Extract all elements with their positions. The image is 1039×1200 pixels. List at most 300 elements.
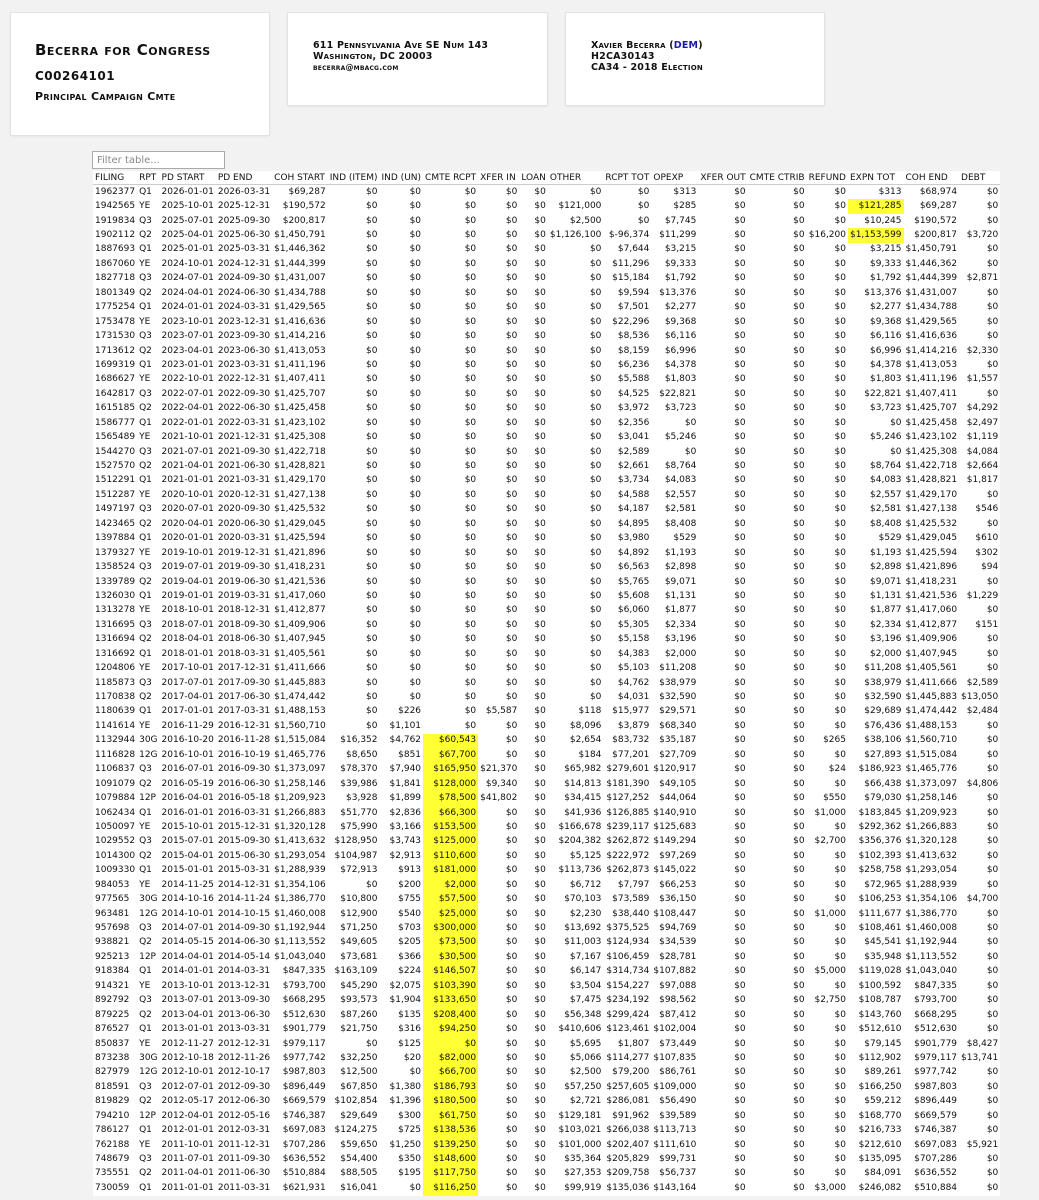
- table-cell: $0: [734, 764, 746, 775]
- table-cell: 1699319: [95, 359, 136, 370]
- column-header[interactable]: CMTE RCPT: [425, 172, 477, 183]
- table-cell: $0: [793, 706, 805, 717]
- table-cell: $2,330: [966, 345, 999, 356]
- table-cell: $0: [505, 749, 518, 760]
- table-cell: $0: [986, 258, 999, 269]
- table-cell: $1,428,821: [905, 475, 958, 486]
- table-cell: 827979: [95, 1067, 130, 1078]
- table-cell: $697,083: [282, 1125, 326, 1136]
- table-cell: $1,113,552: [274, 937, 326, 948]
- table-cell: 2016-10-01: [161, 749, 214, 760]
- table-cell: $8,408: [664, 518, 697, 529]
- table-cell: $94: [981, 562, 999, 573]
- column-header[interactable]: PD START: [160, 171, 216, 185]
- table-cell: $2,664: [966, 461, 999, 472]
- table-cell: $0: [834, 648, 846, 659]
- table-cell: $4,083: [870, 475, 902, 486]
- table-cell: $1,877: [870, 605, 902, 616]
- table-cell: $168,770: [858, 1110, 902, 1121]
- table-cell: $87,260: [340, 1009, 378, 1020]
- column-header[interactable]: DEBT: [959, 171, 1000, 185]
- table-cell: $6,116: [664, 331, 697, 342]
- table-cell: $9,071: [870, 576, 902, 587]
- table-cell: $0: [834, 489, 846, 500]
- filter-table-input[interactable]: [92, 151, 225, 169]
- table-cell: 2014-07-01: [161, 923, 214, 934]
- table-cell: $111,677: [858, 908, 902, 919]
- table-cell: $0: [464, 706, 477, 717]
- table-cell: $0: [793, 287, 805, 298]
- table-cell: $0: [534, 489, 546, 500]
- table-cell: 2017-01-01: [161, 706, 214, 717]
- table-cell: 1512291: [95, 475, 136, 486]
- table-cell: $27,353: [564, 1168, 602, 1179]
- table-cell: $0: [464, 258, 477, 269]
- table-cell: Q3: [139, 388, 152, 399]
- column-header[interactable]: EXPN TOT: [848, 171, 904, 185]
- candidate-id: H2CA30143: [591, 51, 655, 62]
- table-cell: $0: [834, 634, 846, 645]
- table-cell: $11,208: [864, 663, 902, 674]
- table-cell: $1,409,906: [274, 619, 326, 630]
- table-cell: 2011-10-01: [161, 1139, 214, 1150]
- table-cell: $0: [505, 201, 518, 212]
- table-cell: $0: [464, 403, 477, 414]
- table-cell: $0: [409, 186, 422, 197]
- table-cell: 2023-12-31: [217, 316, 271, 327]
- table-cell: $0: [734, 648, 746, 659]
- table-cell: $125: [398, 1038, 422, 1049]
- table-cell: $2,661: [617, 461, 650, 472]
- table-cell: $3,196: [664, 634, 697, 645]
- table-row: [93, 257, 1000, 271]
- table-cell: $979,117: [914, 1052, 958, 1063]
- table-cell: $2,497: [966, 417, 999, 428]
- table-cell: $0: [464, 576, 477, 587]
- table-cell: 2016-11-28: [217, 735, 271, 746]
- table-cell: 2024-12-31: [217, 258, 271, 269]
- column-header[interactable]: LOAN: [521, 172, 546, 183]
- table-cell: $0: [505, 677, 518, 688]
- table-row: [93, 878, 1000, 892]
- table-row: [93, 979, 1000, 993]
- table-cell: $0: [793, 1038, 805, 1049]
- table-cell: $0: [734, 995, 746, 1006]
- table-cell: $32,590: [659, 692, 697, 703]
- table-cell: $0: [534, 562, 546, 573]
- table-cell: $1,877: [664, 605, 697, 616]
- table-cell: $1,411,666: [274, 663, 326, 674]
- table-cell: 762188: [95, 1139, 130, 1150]
- table-cell: $1,101: [389, 720, 422, 731]
- table-cell: $0: [534, 1110, 546, 1121]
- table-cell: 1565489: [95, 432, 136, 443]
- table-cell: $0: [834, 1139, 846, 1150]
- table-cell: $2,500: [569, 1067, 602, 1078]
- table-cell: 2022-07-01: [161, 388, 214, 399]
- table-cell: $0: [834, 590, 846, 601]
- table-cell: $2,000: [870, 648, 902, 659]
- table-cell: $8,764: [870, 461, 902, 472]
- table-cell: $0: [409, 475, 422, 486]
- table-cell: 2023-07-01: [161, 331, 214, 342]
- table-cell: 1527570: [95, 461, 136, 472]
- table-cell: 2025-01-01: [161, 244, 214, 255]
- table-cell: $2,230: [569, 908, 602, 919]
- table-cell: 2012-11-27: [161, 1038, 214, 1049]
- table-cell: 2023-04-01: [161, 345, 214, 356]
- column-header[interactable]: PD END: [216, 171, 272, 185]
- table-row: [93, 690, 1000, 704]
- table-cell: $0: [734, 634, 746, 645]
- table-cell: $0: [505, 648, 518, 659]
- table-cell: $0: [505, 923, 518, 934]
- table-row: [93, 1109, 1000, 1123]
- table-cell: $15,184: [612, 273, 650, 284]
- table-cell: $0: [505, 576, 518, 587]
- table-cell: $0: [986, 331, 999, 342]
- column-header[interactable]: RPT: [137, 171, 159, 185]
- table-cell: $0: [834, 865, 846, 876]
- table-cell: 2026-01-01: [161, 186, 214, 197]
- table-cell: $512,630: [282, 1009, 326, 1020]
- table-cell: $0: [505, 836, 518, 847]
- table-cell: $0: [734, 807, 746, 818]
- table-cell: $0: [834, 258, 846, 269]
- table-cell: $83,732: [612, 735, 650, 746]
- table-row: [93, 517, 1000, 531]
- table-cell: 2018-10-01: [161, 605, 214, 616]
- table-cell: $0: [793, 417, 805, 428]
- table-cell: $38,979: [659, 677, 697, 688]
- table-cell: $266,038: [606, 1125, 650, 1136]
- table-cell: 2025-03-31: [217, 244, 271, 255]
- table-cell: $0: [793, 461, 805, 472]
- table-cell: $103,390: [423, 979, 478, 993]
- table-cell: $0: [409, 1182, 422, 1193]
- table-cell: $1,792: [870, 273, 902, 284]
- table-cell: $41,802: [480, 793, 518, 804]
- table-cell: $1,126,100: [549, 230, 602, 241]
- table-cell: 1801349: [95, 287, 136, 298]
- table-cell: $151: [975, 619, 999, 630]
- table-row: [93, 430, 1000, 444]
- table-cell: $847,335: [914, 980, 958, 991]
- table-cell: $8,650: [346, 749, 378, 760]
- table-cell: $68,974: [919, 186, 958, 197]
- table-cell: $1,422,718: [905, 461, 958, 472]
- table-cell: 1358524: [95, 562, 136, 573]
- column-header[interactable]: OTHER: [548, 171, 604, 185]
- table-cell: $0: [534, 374, 546, 385]
- table-cell: $0: [505, 1038, 518, 1049]
- table-cell: $793,700: [282, 980, 326, 991]
- table-cell: $0: [366, 706, 378, 717]
- table-cell: $0: [505, 1154, 518, 1165]
- table-cell: $1,488,153: [274, 706, 326, 717]
- table-cell: $0: [834, 778, 846, 789]
- table-cell: 2020-04-01: [161, 518, 214, 529]
- table-cell: $3,972: [617, 403, 650, 414]
- table-cell: Q3: [139, 836, 152, 847]
- column-header[interactable]: REFUND: [808, 172, 846, 183]
- column-header[interactable]: COH START: [272, 171, 328, 185]
- table-cell: Q2: [139, 287, 152, 298]
- table-cell: $0: [505, 230, 518, 241]
- table-cell: $0: [534, 605, 546, 616]
- table-cell: $529: [878, 533, 902, 544]
- table-cell: $1,425,532: [905, 518, 958, 529]
- table-cell: Q3: [139, 995, 152, 1006]
- table-cell: $1,416,636: [274, 316, 326, 327]
- table-cell: $0: [534, 850, 546, 861]
- table-cell: $3,196: [870, 634, 902, 645]
- table-cell: $0: [409, 374, 422, 385]
- table-row: [93, 1008, 1000, 1022]
- table-cell: 2023-01-01: [161, 359, 214, 370]
- table-cell: $0: [464, 331, 477, 342]
- table-cell: $0: [505, 821, 518, 832]
- table-cell: $1,423,102: [274, 417, 326, 428]
- table-cell: $1,409,906: [905, 634, 958, 645]
- table-cell: $16,352: [340, 735, 378, 746]
- table-cell: $2,356: [617, 417, 650, 428]
- table-row: [93, 532, 1000, 546]
- column-header[interactable]: RCPT TOT: [605, 172, 650, 183]
- table-cell: $120,917: [653, 764, 697, 775]
- table-cell: $0: [986, 720, 999, 731]
- party-paren-open: (: [665, 40, 674, 51]
- table-cell: 1919834: [95, 215, 136, 226]
- column-header[interactable]: XFER OUT: [700, 172, 746, 183]
- table-cell: $1,421,536: [905, 590, 958, 601]
- table-row: [93, 589, 1000, 603]
- table-cell: $124,934: [606, 937, 650, 948]
- table-cell: $0: [505, 461, 518, 472]
- table-cell: $0: [366, 648, 378, 659]
- table-row: [93, 647, 1000, 661]
- table-cell: 2015-06-30: [217, 850, 271, 861]
- candidate-card: [565, 12, 825, 106]
- table-cell: $0: [734, 1182, 746, 1193]
- table-cell: $0: [464, 634, 477, 645]
- table-cell: $1,131: [664, 590, 697, 601]
- table-cell: $636,552: [914, 1168, 958, 1179]
- table-cell: $0: [505, 388, 518, 399]
- table-cell: $8,536: [617, 331, 650, 342]
- table-row: [93, 965, 1000, 979]
- table-cell: $34,415: [564, 793, 602, 804]
- table-cell: 2020-12-31: [217, 489, 271, 500]
- table-cell: $0: [986, 821, 999, 832]
- table-cell: $216,733: [858, 1125, 902, 1136]
- table-cell: 1050097: [95, 821, 136, 832]
- table-cell: $0: [793, 735, 805, 746]
- column-header[interactable]: OPEXP: [651, 171, 698, 185]
- table-cell: 2012-05-17: [161, 1096, 214, 1107]
- table-cell: $1,515,084: [274, 735, 326, 746]
- table-cell: $0: [834, 1038, 846, 1049]
- table-cell: 2024-09-30: [217, 273, 271, 284]
- table-cell: $2,075: [389, 980, 422, 991]
- table-cell: $0: [464, 720, 477, 731]
- table-cell: 2011-03-31: [217, 1182, 271, 1193]
- table-cell: 12G: [139, 749, 158, 760]
- table-cell: $0: [534, 359, 546, 370]
- table-cell: $0: [505, 865, 518, 876]
- table-cell: 2013-12-31: [217, 980, 271, 991]
- table-cell: $0: [734, 908, 746, 919]
- table-cell: Q1: [139, 1125, 152, 1136]
- table-cell: $4,083: [664, 475, 697, 486]
- table-cell: $0: [793, 1067, 805, 1078]
- table-cell: $0: [793, 504, 805, 515]
- table-row: [93, 445, 1000, 459]
- table-cell: $1,427,138: [274, 489, 326, 500]
- table-cell: $0: [366, 562, 378, 573]
- table-cell: $0: [986, 1067, 999, 1078]
- column-header[interactable]: IND (ITEM): [329, 172, 378, 183]
- table-cell: $91,962: [612, 1110, 650, 1121]
- table-cell: 2021-09-30: [217, 446, 271, 457]
- table-cell: $0: [505, 504, 518, 515]
- table-cell: 957698: [95, 923, 130, 934]
- table-cell: 2017-09-30: [217, 677, 271, 688]
- table-cell: $0: [409, 215, 422, 226]
- table-cell: $0: [637, 186, 650, 197]
- table-cell: $35,948: [864, 951, 902, 962]
- column-header[interactable]: COH END: [904, 171, 960, 185]
- table-cell: $106,253: [858, 894, 902, 905]
- table-cell: 2024-06-30: [217, 287, 271, 298]
- table-cell: $0: [589, 244, 602, 255]
- table-cell: $0: [589, 331, 602, 342]
- table-cell: $0: [734, 1067, 746, 1078]
- table-cell: $356,376: [858, 836, 902, 847]
- table-cell: 1397884: [95, 533, 136, 544]
- table-cell: 2016-07-01: [161, 764, 214, 775]
- column-header[interactable]: FILING: [93, 171, 137, 185]
- table-cell: $0: [464, 562, 477, 573]
- table-cell: $0: [534, 951, 546, 962]
- column-header[interactable]: IND (UN): [381, 172, 422, 183]
- table-cell: $4,292: [966, 403, 999, 414]
- table-cell: $0: [534, 547, 546, 558]
- table-cell: 1029552: [95, 836, 136, 847]
- table-cell: $610: [975, 533, 999, 544]
- table-cell: $44,064: [659, 793, 697, 804]
- table-cell: $29,649: [340, 1110, 378, 1121]
- table-cell: 2012-10-18: [161, 1052, 214, 1063]
- table-cell: $222,972: [606, 850, 650, 861]
- table-cell: $0: [986, 966, 999, 977]
- table-cell: $0: [534, 316, 546, 327]
- table-cell: $0: [366, 230, 378, 241]
- table-cell: 2012-10-01: [161, 1067, 214, 1078]
- table-cell: $1,421,896: [274, 547, 326, 558]
- table-cell: $0: [534, 692, 546, 703]
- table-cell: Q3: [139, 331, 152, 342]
- table-cell: $316: [398, 1024, 422, 1035]
- table-cell: $0: [534, 720, 546, 731]
- candidate-party: DEM: [673, 40, 699, 51]
- table-cell: $104,987: [334, 850, 378, 861]
- table-cell: Q3: [139, 1154, 152, 1165]
- table-cell: $0: [834, 547, 846, 558]
- table-cell: $8,096: [569, 720, 602, 731]
- table-cell: $34,539: [659, 937, 697, 948]
- table-cell: $0: [734, 749, 746, 760]
- table-cell: $0: [464, 475, 477, 486]
- table-cell: $0: [834, 417, 846, 428]
- table-cell: $0: [834, 576, 846, 587]
- table-cell: $6,712: [569, 879, 602, 890]
- table-cell: $2,557: [664, 489, 697, 500]
- table-cell: 2019-09-30: [217, 562, 271, 573]
- table-cell: $1,407,411: [274, 374, 326, 385]
- table-cell: 2016-03-31: [217, 807, 271, 818]
- table-cell: Q3: [139, 562, 152, 573]
- table-row: [93, 907, 1000, 921]
- table-cell: $5,103: [617, 663, 650, 674]
- table-cell: $0: [534, 619, 546, 630]
- table-cell: $0: [464, 374, 477, 385]
- committee-name: Becerra for Congress: [35, 41, 211, 59]
- table-cell: $8,408: [870, 518, 902, 529]
- table-cell: $0: [589, 663, 602, 674]
- table-cell: $0: [505, 417, 518, 428]
- table-cell: $14,813: [564, 778, 602, 789]
- table-cell: $0: [505, 1168, 518, 1179]
- table-cell: 2014-01-01: [161, 966, 214, 977]
- table-cell: $0: [534, 273, 546, 284]
- table-cell: $66,253: [659, 879, 697, 890]
- table-cell: 1423465: [95, 518, 136, 529]
- table-cell: $0: [734, 273, 746, 284]
- table-cell: $0: [793, 937, 805, 948]
- table-cell: 2012-11-26: [217, 1052, 271, 1063]
- table-cell: 2013-04-01: [161, 1009, 214, 1020]
- table-cell: $204,382: [558, 836, 602, 847]
- table-cell: $1,465,776: [274, 749, 326, 760]
- table-cell: $6,060: [617, 605, 650, 616]
- table-cell: $0: [534, 215, 546, 226]
- table-cell: $9,368: [870, 316, 902, 327]
- table-cell: 1170838: [95, 692, 136, 703]
- table-cell: $0: [589, 533, 602, 544]
- table-cell: $1,258,146: [905, 793, 958, 804]
- table-cell: $21,750: [340, 1024, 378, 1035]
- table-cell: 2020-10-01: [161, 489, 214, 500]
- table-cell: 12P: [139, 793, 156, 804]
- column-header[interactable]: XFER IN: [478, 171, 519, 185]
- table-cell: $121,000: [558, 201, 602, 212]
- table-cell: $1,405,561: [905, 663, 958, 674]
- table-cell: YE: [139, 489, 151, 500]
- table-cell: $0: [834, 1052, 846, 1063]
- table-cell: $0: [505, 533, 518, 544]
- table-cell: $0: [734, 923, 746, 934]
- table-cell: 2014-05-14: [217, 951, 271, 962]
- column-header[interactable]: CMTE CTRIB: [749, 172, 805, 183]
- table-cell: YE: [139, 1139, 151, 1150]
- table-cell: $9,368: [664, 316, 697, 327]
- table-cell: $183,845: [858, 807, 902, 818]
- table-cell: $0: [505, 359, 518, 370]
- table-cell: $0: [366, 287, 378, 298]
- table-cell: $0: [534, 576, 546, 587]
- table-cell: $0: [793, 1125, 805, 1136]
